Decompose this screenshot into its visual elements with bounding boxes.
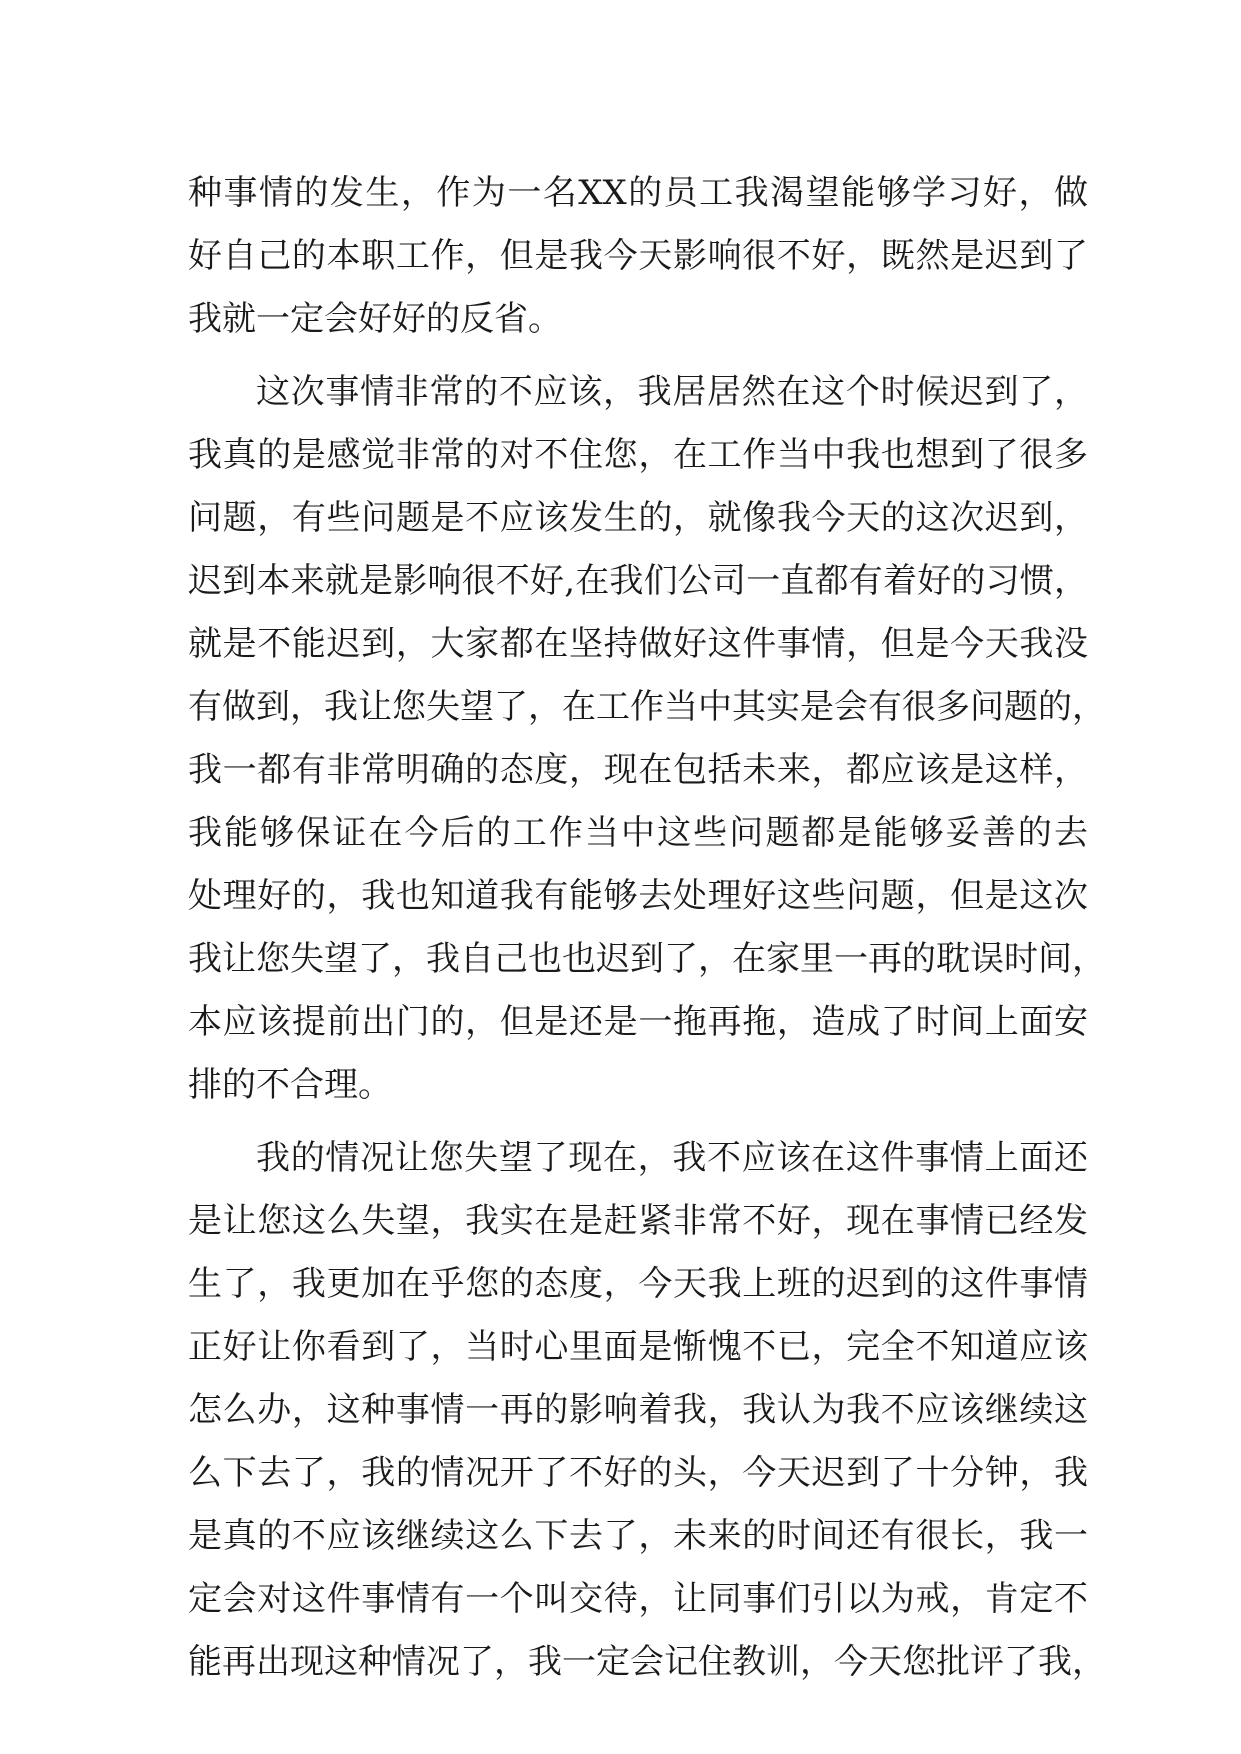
text-line: 我就一定会好好的反省。 <box>188 299 562 339</box>
text-line: 么下去了，我的情况开了不好的头，今天迟到了十分钟，我 <box>188 1453 1088 1493</box>
text-line: 能再出现这种情况了，我一定会记住教训，今天您批评了我， <box>188 1642 1106 1682</box>
text-line: 这次事情非常的不应该，我居居然在这个时候迟到了， <box>256 372 1088 412</box>
text-line: 处理好的，我也知道我有能够去处理好这些问题，但是这次 <box>188 876 1088 916</box>
text-line: 迟到本来就是影响很不好,在我们公司一直都有着好的习惯， <box>188 561 1088 601</box>
text-line: 是真的不应该继续这么下去了，未来的时间还有很长，我一 <box>188 1516 1088 1556</box>
text-line: 我真的是感觉非常的对不住您，在工作当中我也想到了很多 <box>188 435 1088 475</box>
text-line: 怎么办，这种事情一再的影响着我，我认为我不应该继续这 <box>188 1390 1088 1430</box>
text-line: 生了，我更加在乎您的态度，今天我上班的迟到的这件事情 <box>188 1264 1088 1304</box>
paragraph <box>188 162 1088 351</box>
paragraph-gap <box>188 351 1088 361</box>
paragraph <box>188 1127 1106 1694</box>
text-line: 问题，有些问题是不应该发生的，就像我今天的这次迟到， <box>188 498 1088 538</box>
paragraph-gap <box>188 1117 1088 1127</box>
text-line: 就是不能迟到，大家都在坚持做好这件事情，但是今天我没 <box>188 624 1088 664</box>
text-line: 我一都有非常明确的态度，现在包括未来，都应该是这样， <box>188 750 1088 790</box>
text-line: 我能够保证在今后的工作当中这些问题都是能够妥善的去 <box>188 813 1088 853</box>
text-line: 好自己的本职工作，但是我今天影响很不好，既然是迟到了 <box>188 236 1088 276</box>
text-line: 定会对这件事情有一个叫交待，让同事们引以为戒，肯定不 <box>188 1579 1088 1619</box>
text-line: 有做到，我让您失望了，在工作当中其实是会有很多问题的， <box>188 687 1106 727</box>
text-line: 本应该提前出门的，但是还是一拖再拖，造成了时间上面安 <box>188 1002 1088 1042</box>
text-line: 我让您失望了，我自己也也迟到了，在家里一再的耽误时间， <box>188 939 1106 979</box>
text-line: 我的情况让您失望了现在，我不应该在这件事情上面还 <box>256 1138 1088 1178</box>
document-body <box>188 162 1106 1694</box>
text-line: 正好让你看到了，当时心里面是惭愧不已，完全不知道应该 <box>188 1327 1088 1367</box>
paragraph <box>188 361 1106 1117</box>
text-line: 排的不合理。 <box>188 1065 392 1105</box>
text-line: 是让您这么失望，我实在是赶紧非常不好，现在事情已经发 <box>188 1201 1088 1241</box>
text-line: 种事情的发生，作为一名XX的员工我渴望能够学习好，做 <box>188 173 1088 213</box>
